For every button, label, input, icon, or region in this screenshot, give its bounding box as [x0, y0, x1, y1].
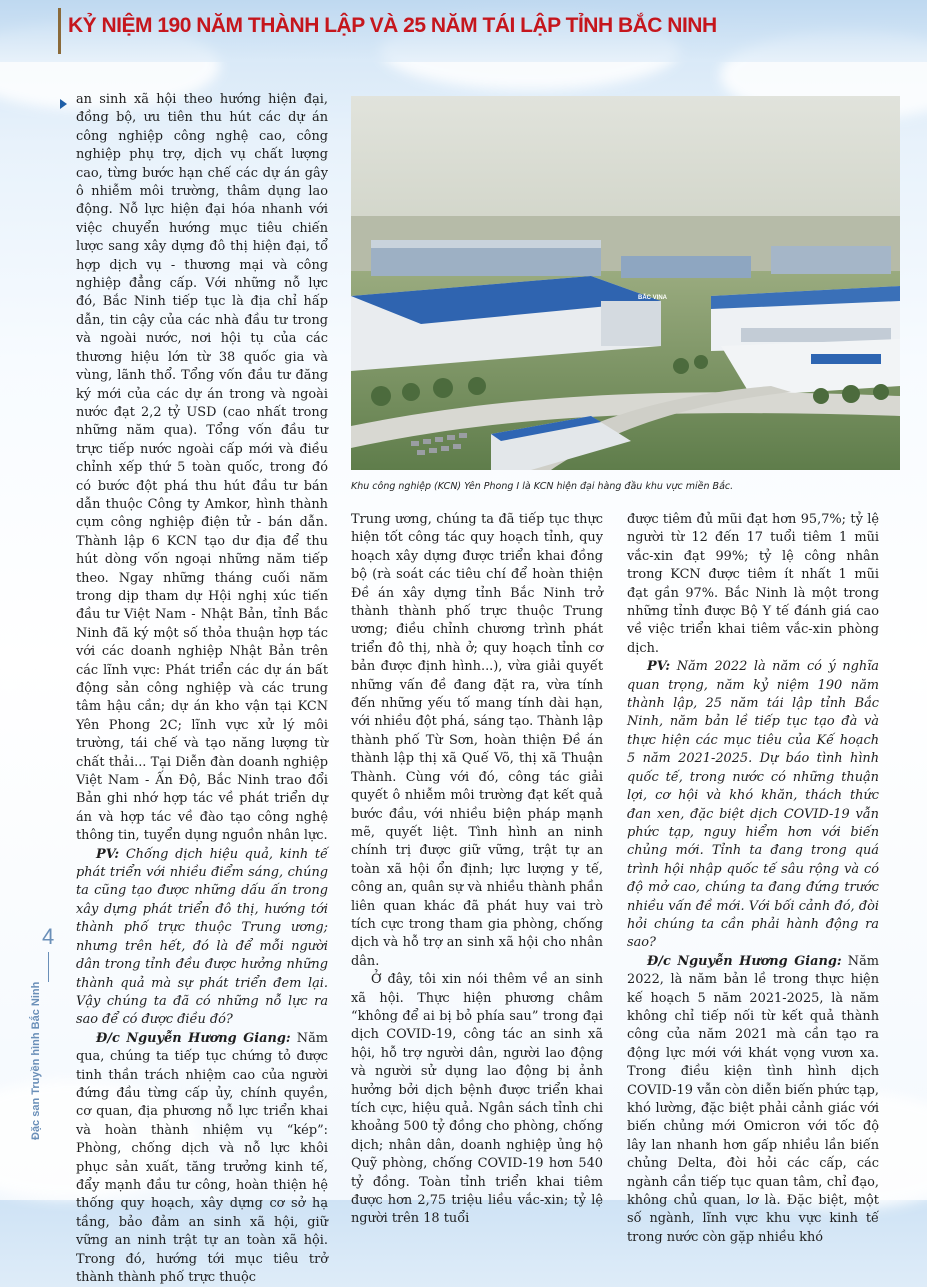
interview-answer — [627, 953, 879, 1248]
answer-text: Năm qua, chúng ta tiếp tục chứng tỏ được tinh thần trách nhiệm cao của người đứng đầu từng cấp ủy, chính quyền, cơ quan, địa phương nỗ lực triển khai và hoàn thành nhiệm vụ “kép”: Phòng, chống dịch và nỗ lực khôi phục sản xuất, tăng trưởng kinh tế, đẩy mạnh đầu tư công, hoàn thiện hệ thống quy hoạch, xây dựng cơ sở hạ tầng, bảo đảm an sinh xã hội, giữ vững an ninh trật tự an toàn xã hội. Trong đó, hướng tới mục tiêu trở thành thành phố trực thuộc — [76, 1030, 328, 1285]
question-text: Chống dịch hiệu quả, kinh tế phát triển với nhiều điểm sáng, chúng ta cũng tạo được những dấu ấn trong xây dựng phát triển đô thị, hướng tới thành phố trực thuộc Trung ương; nhưng trên hết, đó là để mỗi người dân trong tỉnh đều được hưởng những thành quả mà sự phát triển đem lại. Vậy chúng ta đã có những nỗ lực ra sao để có được điều đó? — [76, 846, 328, 1028]
industrial-park-photo — [351, 96, 900, 470]
paragraph: an sinh xã hội theo hướng hiện đại, đồng bộ, ưu tiên thu hút các dự án công nghiệp công nghệ cao, công nghiệp phụ trợ, dịch vụ chất lượng cao, từng bước hạn chế các dự án gây ô nhiễm môi trường, thâm dụng lao động. Nỗ lực hiện đại hóa nhanh với việc chuyển hướng mục tiêu chiến lược sang xây dựng đô thị hiện đại, tổ hợp dịch vụ - thương mại và công nghiệp đẳng cấp. Với những nỗ lực đó, Bắc Ninh tiếp tục là địa chỉ hấp dẫn, tin cậy của các nhà đầu tư trong và ngoài nước, nơi hội tụ của các thương hiệu lớn từ 38 quốc gia và vùng, lãnh thổ. Tổng vốn đầu tư đăng ký mới của các dự án trong và ngoài nước đạt 2,2 tỷ USD (cao nhất trong những năm qua). Tổng vốn đầu tư trực tiếp nước ngoài cấp mới và điều chỉnh xếp thứ 5 toàn quốc, trong đó có bước đột phá thu hút đầu tư bán dẫn thuộc Công ty Amkor, hình thành cụm công nghiệp điện tử - bán dẫn. Thành lập 6 KCN tạo dư địa để thu hút dòng vốn ngoại những năm tiếp theo. Ngay những tháng cuối năm trong dịp tham dự Hội nghị xúc tiến đầu tư Việt Nam - Nhật Bản, tỉnh Bắc Ninh đã ký một số thỏa thuận hợp tác với các doanh nghiệp Nhật Bản trên các lĩnh vực: Phát triển các dự án bất động sản công nghiệp và các trung tâm hậu cần; dự án kho vận tại KCN Yên Phong 2C; lĩnh vực xử lý môi trường, tái chế và tạo năng lượng từ chất thải... Tại Diễn đàn doanh nghiệp Việt Nam - Ấn Độ, Bắc Ninh trao đổi Bản ghi nhớ hợp tác về phát triển dự án và hợp tác về đào tạo công nghệ thông tin, tuyển dụng nguồn nhân lực. — [76, 92, 328, 844]
interview-question — [627, 658, 879, 953]
paragraph: Trung ương, chúng ta đã tiếp tục thực hiện tốt công tác quy hoạch tỉnh, quy hoạch xây dựng được triển khai đồng bộ (rà soát các tiêu chí để hoàn thiện Đề án xây dựng tỉnh Bắc Ninh trở thành thành phố trực thuộc Trung ương; điều chỉnh chương trình phát triển đô thị, nhà ở; quy hoạch tỉnh cơ bản được định hình...), vừa giải quyết những vấn đề đang đặt ra, vừa tính đến những yếu tố mang tính dài hạn, với nhiều đột phá, sáng tạo. Thành lập thành phố Từ Sơn, hoàn thiện Đề án thành lập thị xã Quế Võ, thị xã Thuận Thành. Cùng với đó, công tác giải quyết ô nhiễm môi trường đạt kết quả bước đầu, với nhiều biện pháp mạnh mẽ, quyết liệt. Tình hình an ninh chính trị được giữ vững, trật tự an toàn xã hội ổn định; lực lượng y tế, công an, quân sự và nhiều thành phần liên quan khác đã phát huy vai trò tích cực trong tham gia phòng, chống dịch và hỗ trợ an sinh xã hội cho nhân dân. — [351, 512, 603, 969]
answer-lead: Đ/c Nguyễn Hương Giang: — [647, 953, 842, 969]
question-text: Năm 2022 là năm có ý nghĩa quan trọng, năm kỷ niệm 190 năm thành lập, 25 năm tái lập tỉnh Bắc Ninh, năm bản lề tiếp tục tạo đà và thực hiện các mục tiêu của Kế hoạch 5 năm 2021-2025. Dự báo tình hình quốc tế, trong nước có những thuận lợi, cơ hội và khó khăn, thách thức đan xen, đặc biệt dịch COVID-19 vẫn phức tạp, nguy hiểm hơn với biến chủng mới. Tỉnh ta đang trong quá trình hội nhập quốc tế sâu rộng và có độ mở cao, chúng ta đang đứng trước nhiều vấn đề mới. Với bối cảnh đó, đòi hỏi chúng ta cần phải hành động ra sao? — [627, 659, 879, 951]
paragraph: Ở đây, tôi xin nói thêm về an sinh xã hội. Thực hiện phương châm “không để ai bị bỏ phía sau” trong đại dịch COVID-19, công tác an sinh xã hội, hỗ trợ người dân, người lao động và người sử dụng lao động bị ảnh hưởng bởi dịch bệnh được triển khai tích cực, hiệu quả. Ngân sách tỉnh chi khoảng 500 tỷ đồng cho phòng, chống dịch; nhân dân, doanh nghiệp ủng hộ Quỹ phòng, chống COVID-19 hơn 540 tỷ đồng. Toàn tỉnh triển khai tiêm được hơn 2,75 triệu liều vắc-xin; tỷ lệ người trên 18 tuổi — [351, 972, 603, 1227]
question-lead: PV: — [647, 659, 671, 675]
paragraph: được tiêm đủ mũi đạt hơn 95,7%; tỷ lệ người từ 12 đến 17 tuổi tiêm 1 mũi vắc-xin đạt 99%; tỷ lệ công nhân trong KCN được tiêm ít nhất 1 mũi đạt gần 97%. Bắc Ninh là một trong những tỉnh được Bộ Y tế đánh giá cao về việc triển khai tiêm vắc-xin phòng dịch. — [627, 512, 879, 656]
interview-question — [76, 846, 328, 1030]
continue-arrow-icon — [60, 99, 67, 109]
publication-name: Đặc san Truyền hình Bắc Ninh — [30, 981, 42, 1140]
answer-text: Năm 2022, là năm bản lề trong thực hiện kế hoạch 5 năm 2021-2025, là năm không chỉ tiếp nối từ kết quả thành công của năm 2021 mà cần tạo ra động lực mới với khát vọng vươn xa. Trong điều kiện tình hình dịch COVID-19 vẫn còn diễn biến phức tạp, khó lường, đặc biệt phải cảnh giác với biến chủng mới Omicron với tốc độ lây lan nhanh hơn gấp nhiều lần biến chủng Delta, đòi hỏi các cấp, các ngành cần tiếp tục quan tâm, chỉ đạo, không chủ quan, lơ là. Đặc biệt, một số ngành, lĩnh vực khu vực kinh tế trong nước còn gặp nhiều khó — [627, 953, 879, 1245]
article-column-3 — [627, 511, 879, 1247]
sidebar-rule — [48, 952, 49, 982]
answer-lead: Đ/c Nguyễn Hương Giang: — [96, 1030, 291, 1046]
header-rule — [58, 8, 61, 54]
article-column-2 — [351, 511, 603, 1229]
page-number: 4 — [42, 924, 55, 949]
interview-answer — [76, 1030, 328, 1287]
factory-sign-text: BẮC VINA — [638, 295, 668, 301]
photo-caption: Khu công nghiệp (KCN) Yên Phong I là KCN hiện đại hàng đầu khu vực miền Bắc. — [351, 481, 734, 492]
article-column-1 — [76, 91, 328, 1287]
question-lead: PV: — [96, 846, 120, 862]
photo-illustration — [351, 96, 900, 470]
page-title: KỶ NIỆM 190 NĂM THÀNH LẬP VÀ 25 NĂM TÁI LẬP TỈNH BẮC NINH — [68, 14, 717, 37]
